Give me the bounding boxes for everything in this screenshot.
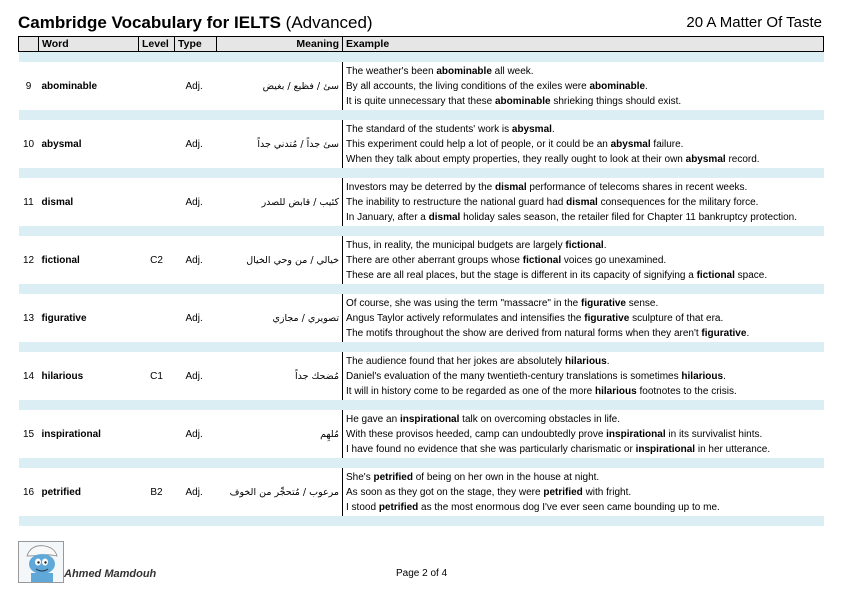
example-text: footnotes to the crisis.	[636, 385, 737, 397]
row-number: 13	[22, 312, 35, 324]
row-spacer	[19, 458, 824, 468]
row-spacer	[19, 168, 824, 178]
example-cell	[343, 410, 824, 458]
example-keyword: petrified	[378, 501, 419, 513]
example-keyword: hilarious	[565, 355, 607, 367]
example-text: By all accounts, the living conditions of the exiles were	[346, 80, 590, 92]
example-cell	[343, 352, 824, 400]
level-cell	[139, 294, 175, 342]
example-keyword: abysmal	[610, 138, 651, 150]
example-text: The audience found that her jokes are absolutely	[346, 355, 566, 367]
example-keyword: petrified	[373, 471, 413, 483]
example-sentence	[346, 137, 821, 152]
row-number: 12	[22, 254, 35, 266]
example-keyword: fictional	[522, 254, 562, 266]
example-cell	[343, 120, 824, 168]
example-sentence	[346, 369, 821, 384]
example-sentence	[346, 412, 821, 427]
example-text: The weather's been	[346, 65, 437, 77]
example-keyword: dismal	[566, 196, 598, 208]
example-keyword: abominable	[436, 65, 492, 77]
example-text: sense.	[626, 297, 659, 309]
example-text: Daniel's evaluation of the many twentieth-century translations is sometimes	[346, 370, 682, 382]
example-sentence	[346, 470, 821, 485]
example-sentence	[346, 268, 821, 283]
table-row	[19, 236, 824, 284]
example-sentence	[346, 180, 821, 195]
example-text: The inability to restructure the national guard had	[346, 196, 567, 208]
word-cell: petrified	[41, 486, 81, 498]
meaning-cell: خيالي / من وحي الخيال	[246, 254, 339, 266]
example-text: Thus, in reality, the municipal budgets are largely	[346, 239, 566, 251]
page-title	[18, 13, 373, 33]
row-spacer	[19, 284, 824, 294]
example-sentence	[346, 384, 821, 399]
example-cell	[343, 468, 824, 516]
level-cell: C2	[150, 254, 163, 266]
table-row	[19, 120, 824, 168]
example-sentence	[346, 485, 821, 500]
row-spacer	[19, 226, 824, 236]
word-cell: inspirational	[41, 428, 101, 440]
example-sentence	[346, 152, 821, 167]
header-level: Level	[139, 37, 175, 52]
example-text: record.	[725, 153, 760, 165]
example-text: He gave an	[346, 413, 400, 425]
type-cell: Adj.	[185, 80, 203, 92]
word-cell: abominable	[41, 80, 98, 92]
row-spacer-cell	[19, 52, 824, 63]
row-number: 16	[22, 486, 35, 498]
row-spacer-cell	[19, 284, 824, 294]
example-text: all week.	[491, 65, 534, 77]
example-text: Angus Taylor actively reformulates and intensifies the	[346, 312, 585, 324]
example-sentence	[346, 253, 821, 268]
row-spacer	[19, 342, 824, 352]
level-cell	[139, 410, 175, 458]
example-keyword: hilarious	[681, 370, 724, 382]
type-cell: Adj.	[185, 370, 203, 382]
row-spacer-cell	[19, 226, 824, 236]
header-word: Word	[39, 37, 139, 52]
example-text: With these provisos heeded, camp can undoubtedly prove	[346, 428, 607, 440]
type-cell: Adj.	[185, 138, 203, 150]
row-number: 10	[22, 138, 35, 150]
example-keyword: figurative	[701, 327, 747, 339]
example-sentence	[346, 427, 821, 442]
title-sub: (Advanced)	[285, 13, 373, 32]
header-meaning: Meaning	[217, 37, 343, 52]
example-text: holiday sales season, the retailer filed for Chapter 11 bankruptcy protection.	[460, 211, 797, 223]
example-text: .	[551, 123, 555, 135]
example-keyword: fictional	[696, 269, 735, 281]
example-text: in its survivalist hints.	[665, 428, 763, 440]
header-example: Example	[343, 37, 824, 52]
example-cell	[343, 236, 824, 284]
table-row	[19, 410, 824, 458]
example-keyword: inspirational	[606, 428, 666, 440]
example-sentence	[346, 311, 821, 326]
level-cell: C1	[150, 370, 163, 382]
level-cell	[139, 120, 175, 168]
row-number: 15	[22, 428, 35, 440]
table-row	[19, 294, 824, 342]
example-text: as the most enormous dog I've ever seen came bounding up to me.	[418, 501, 720, 513]
type-cell: Adj.	[185, 196, 203, 208]
example-text: It is quite unnecessary that these	[346, 95, 495, 107]
example-sentence	[346, 326, 821, 341]
meaning-cell: سئ جداً / مُتدني جداً	[257, 138, 339, 150]
table-body	[19, 52, 824, 527]
example-sentence	[346, 238, 821, 253]
type-cell: Adj.	[185, 312, 203, 324]
meaning-cell: مُضحك جداً	[295, 370, 339, 382]
example-sentence	[346, 354, 821, 369]
example-text: .	[603, 239, 607, 251]
row-spacer	[19, 516, 824, 526]
meaning-cell: كئيب / قابض للصدر	[261, 196, 339, 208]
example-keyword: figurative	[580, 297, 626, 309]
example-sentence	[346, 500, 821, 515]
row-spacer-cell	[19, 400, 824, 410]
example-text: There are other aberrant groups whose	[346, 254, 523, 266]
example-text: When they talk about empty properties, they really ought to look at their own	[346, 153, 686, 165]
type-cell: Adj.	[185, 254, 203, 266]
example-sentence	[346, 79, 821, 94]
level-cell	[139, 178, 175, 226]
example-text: shrieking things should exist.	[550, 95, 682, 107]
example-keyword: petrified	[543, 486, 583, 498]
example-keyword: abysmal	[511, 123, 552, 135]
example-text: with fright.	[582, 486, 632, 498]
example-keyword: figurative	[584, 312, 630, 324]
header-num	[19, 37, 39, 52]
meaning-cell: مُلهِم	[320, 428, 339, 440]
table-row	[19, 352, 824, 400]
example-text: Investors may be deterred by the	[346, 181, 495, 193]
row-number: 11	[23, 196, 34, 208]
header-type: Type	[175, 37, 217, 52]
row-spacer-cell	[19, 516, 824, 526]
example-text: space.	[734, 269, 768, 281]
row-spacer	[19, 110, 824, 120]
vocabulary-table	[18, 36, 824, 526]
example-text: She's	[346, 471, 374, 483]
example-text: Of course, she was using the term "massacre" in the	[346, 297, 581, 309]
example-sentence	[346, 442, 821, 457]
example-keyword: dismal	[428, 211, 461, 223]
example-text: failure.	[650, 138, 684, 150]
example-text: talk on overcoming obstacles in life.	[459, 413, 621, 425]
example-keyword: hilarious	[595, 385, 637, 397]
author-name: Ahmed Mamdouh	[64, 568, 157, 580]
example-text: I stood	[346, 501, 379, 513]
example-keyword: abominable	[494, 95, 551, 107]
example-text: .	[746, 327, 750, 339]
example-keyword: fictional	[565, 239, 604, 251]
word-cell: figurative	[41, 312, 87, 324]
table-row	[19, 178, 824, 226]
example-text: .	[645, 80, 648, 92]
row-spacer	[19, 52, 824, 63]
example-text: .	[606, 355, 610, 367]
table-header	[19, 37, 824, 52]
example-text: performance of telecoms shares in recent weeks.	[526, 181, 748, 193]
word-cell: dismal	[41, 196, 74, 208]
example-text: As soon as they got on the stage, they were	[346, 486, 544, 498]
example-text: In January, after a	[346, 211, 429, 223]
example-text: It will in history come to be regarded as one of the more	[346, 385, 596, 397]
level-cell	[139, 62, 175, 110]
example-text: The motifs throughout the show are derived from natural forms when they aren't	[346, 327, 702, 339]
smurf-avatar-icon	[18, 541, 64, 583]
example-text: I have found no evidence that she was particularly charismatic or	[346, 443, 636, 455]
example-text: These are all real places, but the stage is different in its capacity of signifying a	[346, 269, 697, 281]
example-text: .	[723, 370, 726, 382]
example-text: of being on her own in the house at night.	[412, 471, 600, 483]
row-spacer-cell	[19, 458, 824, 468]
example-sentence	[346, 210, 821, 225]
example-text: The standard of the students' work is	[346, 123, 512, 135]
row-spacer-cell	[19, 110, 824, 120]
row-number: 9	[25, 80, 32, 92]
type-cell: Adj.	[185, 486, 203, 498]
row-spacer-cell	[19, 168, 824, 178]
example-cell	[343, 294, 824, 342]
meaning-cell: تصويري / مجازي	[272, 312, 339, 324]
word-cell: fictional	[41, 254, 80, 266]
example-sentence	[346, 122, 821, 137]
example-keyword: abominable	[589, 80, 646, 92]
meaning-cell: مرعوب / مُتحجِّر من الخوف	[229, 486, 339, 498]
example-text: voices go unexamined.	[561, 254, 667, 266]
word-cell: hilarious	[41, 370, 84, 382]
chapter-title: 20 A Matter Of Taste	[686, 14, 822, 31]
example-text: sculpture of that era.	[629, 312, 724, 324]
example-sentence	[346, 94, 821, 109]
example-keyword: inspirational	[635, 443, 696, 455]
example-keyword: abysmal	[685, 153, 726, 165]
example-text: consequences for the military force.	[597, 196, 759, 208]
row-spacer-cell	[19, 342, 824, 352]
example-sentence	[346, 64, 821, 79]
page-number: Page 2 of 4	[396, 568, 448, 579]
example-text: in her utterance.	[695, 443, 771, 455]
example-text: This experiment could help a lot of people, or it could be an	[346, 138, 611, 150]
row-spacer	[19, 400, 824, 410]
example-sentence	[346, 195, 821, 210]
example-keyword: dismal	[494, 181, 527, 193]
example-cell	[343, 178, 824, 226]
meaning-cell: سئ / فظيع / بغيض	[262, 80, 339, 92]
example-keyword: inspirational	[399, 413, 460, 425]
row-number: 14	[22, 370, 35, 382]
type-cell: Adj.	[185, 428, 203, 440]
example-sentence	[346, 296, 821, 311]
table-row	[19, 62, 824, 110]
example-cell	[343, 62, 824, 110]
title-main: Cambridge Vocabulary for IELTS	[18, 13, 281, 32]
level-cell: B2	[150, 486, 163, 498]
table-row	[19, 468, 824, 516]
word-cell: abysmal	[41, 138, 82, 150]
